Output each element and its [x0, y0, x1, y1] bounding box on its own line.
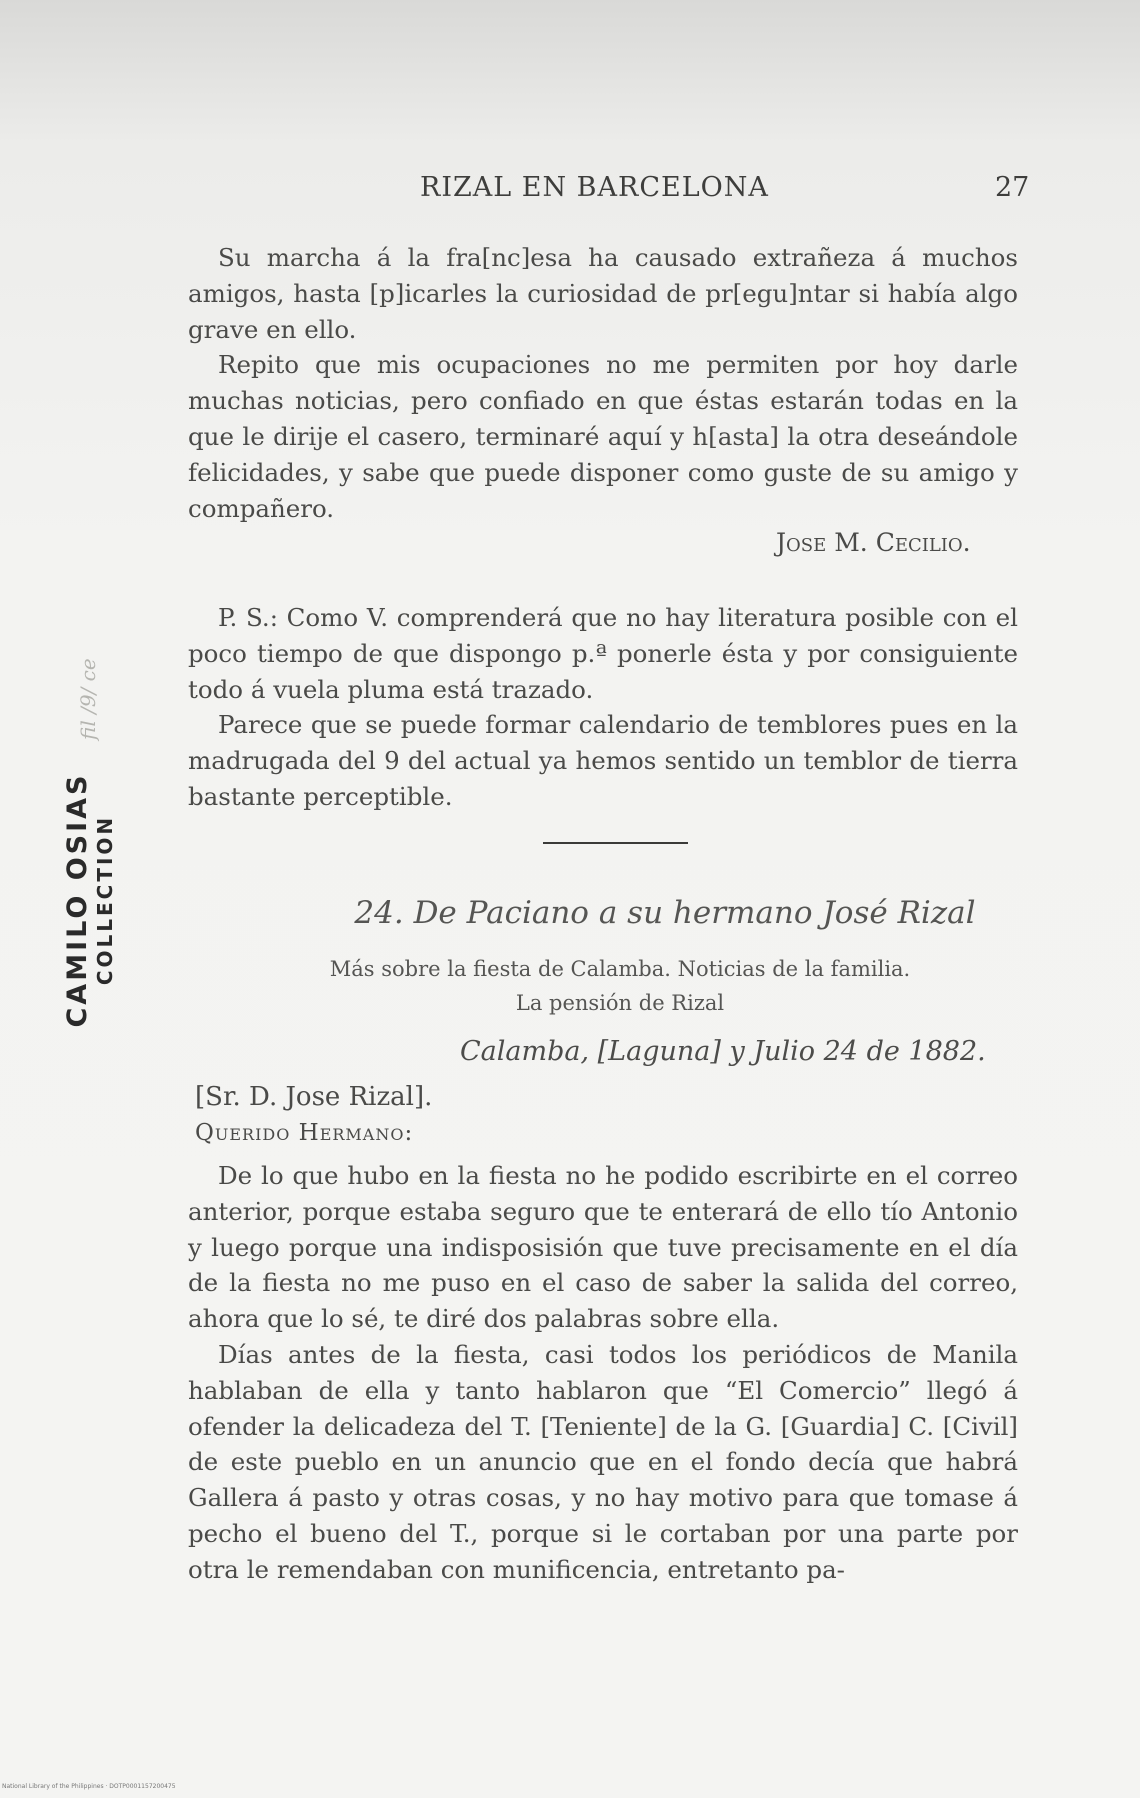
salutation: Querido Hermano:	[195, 1120, 414, 1146]
place-date: Calamba, [Laguna] y Julio 24 de 1882.	[460, 1036, 986, 1067]
postscript-paragraph: P. S.: Como V. comprenderá que no hay literatura posible con el poco tiempo de que dispongo p.ª ponerle ésta y por consiguiente todo á vuela pluma está trazado.	[188, 603, 1018, 704]
summary-line: La pensión de Rizal	[515, 991, 725, 1015]
letter1-paragraph: Su marcha á la fra[nc]esa ha causado extrañeza á muchos amigos, hasta [p]icarles la curiosidad de pr[egu]ntar si había algo grave en ello.	[188, 243, 1018, 344]
signature: Jose M. Cecilio.	[776, 528, 971, 557]
letter1-paragraph: Repito que mis ocupaciones no me permiten por hoy darle muchas noticias, pero confiado en que éstas estarán todas en la que le dirije el casero, terminaré aquí y h[asta] la otra deseándole felicidades, y sabe que puede disponer como guste de su amigo y compañero.	[188, 350, 1018, 523]
addressee: [Sr. D. Jose Rizal].	[195, 1082, 433, 1112]
running-header: RIZAL EN BARCELONA	[420, 172, 769, 203]
letter2-body	[188, 1158, 1018, 1588]
page-number: 27	[995, 172, 1030, 203]
letter2-paragraph: Días antes de la fiesta, casi todos los periódicos de Manila hablaban de ella y tanto hablaron que “El Comercio” llegó á ofender la delicadeza del T. [Teniente] de la G. [Guardia] C. [Civil] de este pueblo en un anuncio que en el fondo decía que habrá Gallera á pasto y otras cosas, y no hay motivo para que tomase á pecho el bueno del T., porque si le cortaban por una parte por otra le remendaban con munificencia, entretanto pa-	[188, 1339, 1018, 1584]
section-divider	[543, 842, 688, 844]
stamp-line: CAMILO OSIAS	[62, 772, 93, 1028]
margin-handwriting: fil /9/ ce	[76, 658, 100, 740]
collection-stamp	[62, 772, 117, 1030]
postscript-paragraph: Parece que se puede formar calendario de temblores pues en la madrugada del 9 del actual ya hemos sentido un temblor de tierra bastante perceptible.	[188, 710, 1018, 811]
letter1-body	[188, 240, 1018, 526]
footer-credit: National Library of the Philippines · DOTP0001157200475	[2, 1783, 176, 1790]
letter-summary	[270, 952, 970, 1020]
letter2-paragraph: De lo que hubo en la fiesta no he podido escribirte en el correo anterior, porque estaba seguro que te enterará de ello tío Antonio y luego porque una indisposisión que tuve precisamente en el día de la fiesta no me puso en el caso de saber la salida del correo, ahora que lo sé, te diré dos palabras sobre ella.	[188, 1161, 1018, 1334]
summary-line: Más sobre la fiesta de Calamba. Noticias de la familia.	[329, 957, 911, 981]
postscript	[188, 600, 1018, 815]
letter-title: 24. De Paciano a su hermano José Rizal	[354, 895, 976, 931]
stamp-line: COLLECTION	[93, 814, 117, 986]
